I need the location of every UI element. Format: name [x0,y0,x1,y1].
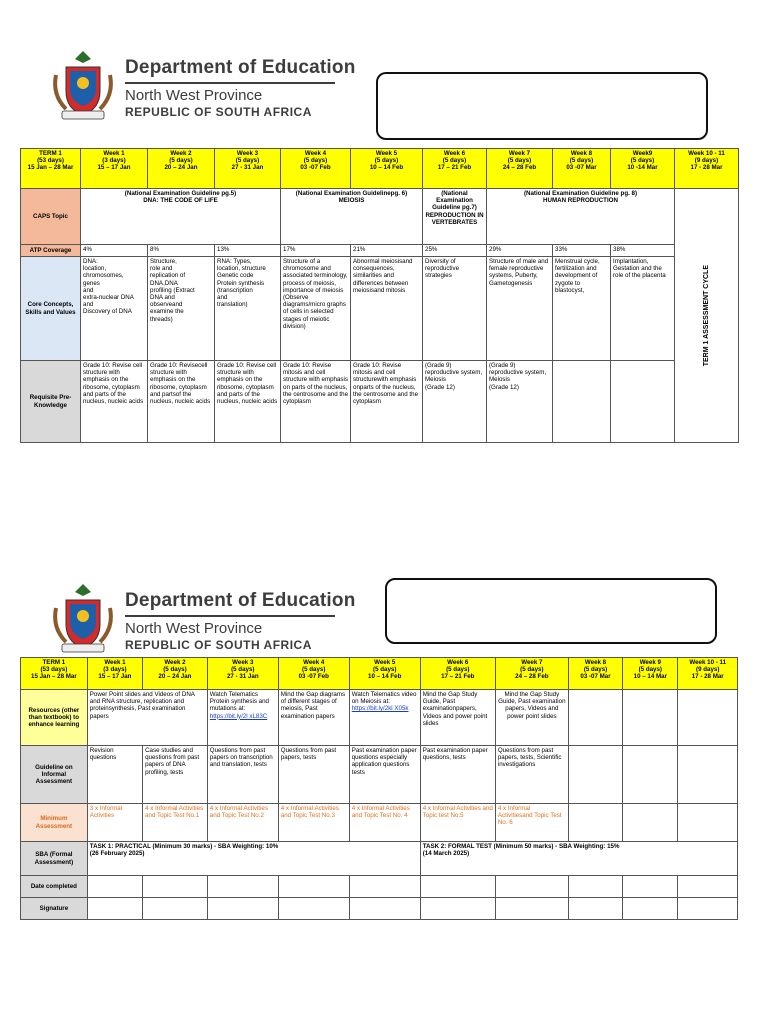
req-cell: Grade 10: Revise cell structure with emphasis on the ribosome, cytoplasm and parts of the nucleus, nucleic acids [215,361,281,443]
resources-row [21,690,738,746]
caps-topic-row [21,189,739,245]
caps-topic-label: CAPS Topic [21,189,81,245]
atp-cell: 17% [281,245,351,257]
week-6-header: Week 6 (5 days) 17 – 21 Feb [420,658,495,690]
dept-title: Department of Education [125,57,356,78]
sba-label: SBA (Formal Assessment) [21,842,88,876]
req-cell: (Grade 9) reproductive system, Meiosis (Grade 12) [487,361,553,443]
requisite-label: Requisite Pre-Knowledge [21,361,81,443]
week-8-header: Week 8 (5 days) 03 -07 Mar [553,149,611,189]
week-5-header: Week 5 (5 days) 10 – 14 Feb [351,149,423,189]
core-cell: DNA: location, chromosomes, genes and extra-nuclear DNA and Discovery of DNA [81,257,148,361]
date-completed-row [21,876,738,898]
atp-cell: 13% [215,245,281,257]
resources-cell: Watch Telematics video on Meiosis at: https://bit.ly/2kl X05k [349,690,420,746]
week-9-header: Week9 (5 days) 10 -14 Mar [611,149,675,189]
week-2-header: Week 2 (5 days) 20 – 24 Jan [148,149,215,189]
week-6-header: Week 6 (5 days) 17 – 21 Feb [423,149,487,189]
informal-guideline-row [21,746,738,804]
guideline-label: Guideline on Informal Assessment [21,746,88,804]
core-concepts-row [21,257,739,361]
blank-info-box-1 [376,72,708,140]
min-cell: 4 x Informal Activities and Topic Test No.2 [207,804,278,842]
req-cell [553,361,611,443]
date-cell[interactable] [420,876,495,898]
atp-cell: 4% [81,245,148,257]
term-header: TERM 1 (53 days) 15 Jan – 28 Mar [21,658,88,690]
dept-province: North West Province [125,87,263,104]
guide-cell: Questions from past papers, tests, Scientific investigations [495,746,568,804]
dept-title: Department of Education [125,590,356,611]
resources-cell: Mind the Gap Study Guide, Past examinationpapers, Videos and power point slides [420,690,495,746]
guide-cell: Case studies and questions from past papers of DNA profiling, tests [143,746,208,804]
signature-label: Signature [21,898,88,920]
week-1-header: Week 1 (3 days) 15 – 17 Jan [87,658,142,690]
guide-cell: Revision questions [87,746,142,804]
week-7-header: Week 7 (5 days) 24 – 28 Feb [487,149,553,189]
minimum-assessment-row [21,804,738,842]
date-cell[interactable] [495,876,568,898]
atp-table-1 [20,148,739,443]
week-5-header: Week 5 (5 days) 10 – 14 Feb [349,658,420,690]
min-cell [678,804,738,842]
dept-republic: REPUBLIC OF SOUTH AFRICA [125,638,312,652]
date-cell[interactable] [207,876,278,898]
week-header-row-2 [21,658,738,690]
atp-cell: 38% [611,245,675,257]
telematics-link-2[interactable]: https://bit.ly/2kl X05k [351,705,409,713]
core-cell: Diversity of reproductive strategies [423,257,487,361]
core-cell: Abnormal meiosisand consequences, similarities and differences between meiosisand mitosis [351,257,423,361]
title-rule [125,615,335,617]
signature-cell[interactable] [143,898,208,920]
date-cell[interactable] [278,876,349,898]
week-8-header: Week 8 (5 days) 03 -07 Mar [568,658,622,690]
req-cell: Grade 10: Revisecell structure with emphasis on the ribosome, cytoplasm and partsof the nucleus, nucleic acids [148,361,215,443]
week-2-header: Week 2 (5 days) 20 – 24 Jan [143,658,208,690]
telematics-link-1[interactable]: https://bit.ly/2l xL83C [209,712,268,720]
req-cell: Grade 10: Revise cell structure with emphasis on the ribosome, cytoplasm and parts of the nucleus, nucleic acids [81,361,148,443]
week-4-header: Week 4 (5 days) 03 -07 Feb [281,149,351,189]
resources-cell: Mind the Gap diagrams of different stages of meiosis, Past examination papers [278,690,349,746]
week-4-header: Week 4 (5 days) 03 -07 Feb [278,658,349,690]
caps-topic-dna: (National Examination Guideline pg.5) DNA: THE CODE OF LIFE [81,189,281,245]
resources-cell [623,690,678,746]
min-cell: 4 x Informal Activitiesand Topic Test No. 6 [495,804,568,842]
week-10-11-header: Week 10 - 11 (9 days) 17 - 28 Mar [678,658,738,690]
resources-cell [678,690,738,746]
caps-topic-meiosis: (National Examination Guidelinepg. 6) MEIOSIS [281,189,423,245]
signature-cell[interactable] [278,898,349,920]
guide-cell: Past examination paper questions, tests [420,746,495,804]
resources-cell: Mind the Gap Study Guide, Past examination papers, Videos and power point slides [495,690,568,746]
title-rule [125,82,335,84]
week-7-header: Week 7 (5 days) 24 – 28 Feb [495,658,568,690]
dept-province: North West Province [125,620,263,637]
caps-topic-reproduction: (National Examination Guideline pg.7) REPRODUCTION IN VERTEBRATES [423,189,487,245]
atp-coverage-label: ATP Coverage [21,245,81,257]
atp-cell: 8% [148,245,215,257]
core-cell: Structure of a chromosome and associated terminology, process of meiosis, importance of meiosis (Observe diagrams/micro graphs of cells in selected stages of meiotic division) [281,257,351,361]
guide-cell [678,746,738,804]
guide-cell: Questions from past papers on transcription and translation, tests [207,746,278,804]
core-cell: Structure of male and female reproductive systems, Puberty, Gametogenesis [487,257,553,361]
guide-cell: Questions from past papers, tests [278,746,349,804]
atp-coverage-row [21,245,739,257]
signature-cell[interactable] [87,898,142,920]
requisite-row [21,361,739,443]
req-cell: Grade 10: Revise mitosis and cell structurewith emphasis onparts of the nucleus, the centrosome and the cytoplasm [351,361,423,443]
signature-cell[interactable] [568,898,622,920]
assessment-cycle-cell [675,189,739,443]
resources-cell [568,690,622,746]
caps-topic-human-reproduction: (National Examination Guideline pg. 8) HUMAN REPRODUCTION [487,189,675,245]
min-cell: 3 x Informal Activities [87,804,142,842]
signature-cell[interactable] [495,898,568,920]
min-cell [623,804,678,842]
guide-cell: Past examination paper questions especially application questions tests [349,746,420,804]
min-cell: 4 x Informal Activities and Topic Test No.3 [278,804,349,842]
dept-republic: REPUBLIC OF SOUTH AFRICA [125,105,312,119]
signature-cell[interactable] [623,898,678,920]
core-cell: Structure, role and replication of DNA,DNA profiling (Extract DNA and observeand examine the threads) [148,257,215,361]
min-cell: 4 x Informal Activities and Topic test No.5 [420,804,495,842]
assessment-cycle-label: TERM 1 ASSESSMENT CYCLE [702,264,710,367]
min-cell [568,804,622,842]
min-cell: 4 x Informal Activities and Topic Test No.1 [143,804,208,842]
blank-info-box-2 [385,578,717,644]
core-concepts-label: Core Concepts, Skills and Values [21,257,81,361]
week-header-row [21,149,739,189]
term-header: TERM 1 (53 days) 15 Jan – 28 Mar [21,149,81,189]
date-completed-label: Date completed [21,876,88,898]
signature-cell[interactable] [349,898,420,920]
atp-cell: 25% [423,245,487,257]
signature-cell[interactable] [207,898,278,920]
core-cell: RNA: Types, location, structure Genetic code Protein synthesis (transcription and translation) [215,257,281,361]
core-cell: Menstrual cycle, fertilization and development of zygote to blastocyst, [553,257,611,361]
date-cell[interactable] [87,876,142,898]
req-cell: (Grade 9) reproductive system, Meiosis (Grade 12) [423,361,487,443]
sba-task-2: TASK 2: FORMAL TEST (Minimum 50 marks) - SBA Weighting: 15% (14 March 2025) [420,842,737,876]
atp-cell: 21% [351,245,423,257]
signature-row [21,898,738,920]
min-cell: 4 x Informal Activities and Topic Test No. 4 [349,804,420,842]
guide-cell [623,746,678,804]
resources-label: Resources (other than textbook) to enhance learning [21,690,88,746]
minimum-assessment-label: Minimum Assessment [21,804,88,842]
date-cell[interactable] [678,876,738,898]
week-10-11-header: Week 10 - 11 (9 days) 17 - 28 Mar [675,149,739,189]
atp-table-2 [20,657,738,920]
date-cell[interactable] [349,876,420,898]
core-cell: Implantation, Gestation and the role of the placenta [611,257,675,361]
week-9-header: Week 9 (5 days) 10 – 14 Mar [623,658,678,690]
resources-cell: Watch Telematics Protein synthesis and mutations at: https://bit.ly/2l xL83C [207,690,278,746]
atp-cell: 29% [487,245,553,257]
req-cell: Grade 10: Revise mitosis and cell structure with emphasis on parts of the nucleus, the centrosome and the cytoplasm [281,361,351,443]
resources-cell: Power Point slides and Videos of DNA and RNA structure, replication and proteinsynthesis, Past examination papers [87,690,207,746]
week-3-header: Week 3 (5 days) 27 - 31 Jan [215,149,281,189]
week-3-header: Week 3 (5 days) 27 - 31 Jan [207,658,278,690]
signature-cell[interactable] [678,898,738,920]
week-1-header: Week 1 (3 days) 15 – 17 Jan [81,149,148,189]
sba-task-1: TASK 1: PRACTICAL (Minimum 30 marks) - SBA Weighting: 10% (26 February 2025) [87,842,420,876]
atp-cell: 33% [553,245,611,257]
sba-row [21,842,738,876]
signature-cell[interactable] [420,898,495,920]
date-cell[interactable] [623,876,678,898]
date-cell[interactable] [143,876,208,898]
coat-of-arms-icon [48,578,118,658]
req-cell [611,361,675,443]
coat-of-arms-icon [48,45,118,125]
date-cell[interactable] [568,876,622,898]
guide-cell [568,746,622,804]
